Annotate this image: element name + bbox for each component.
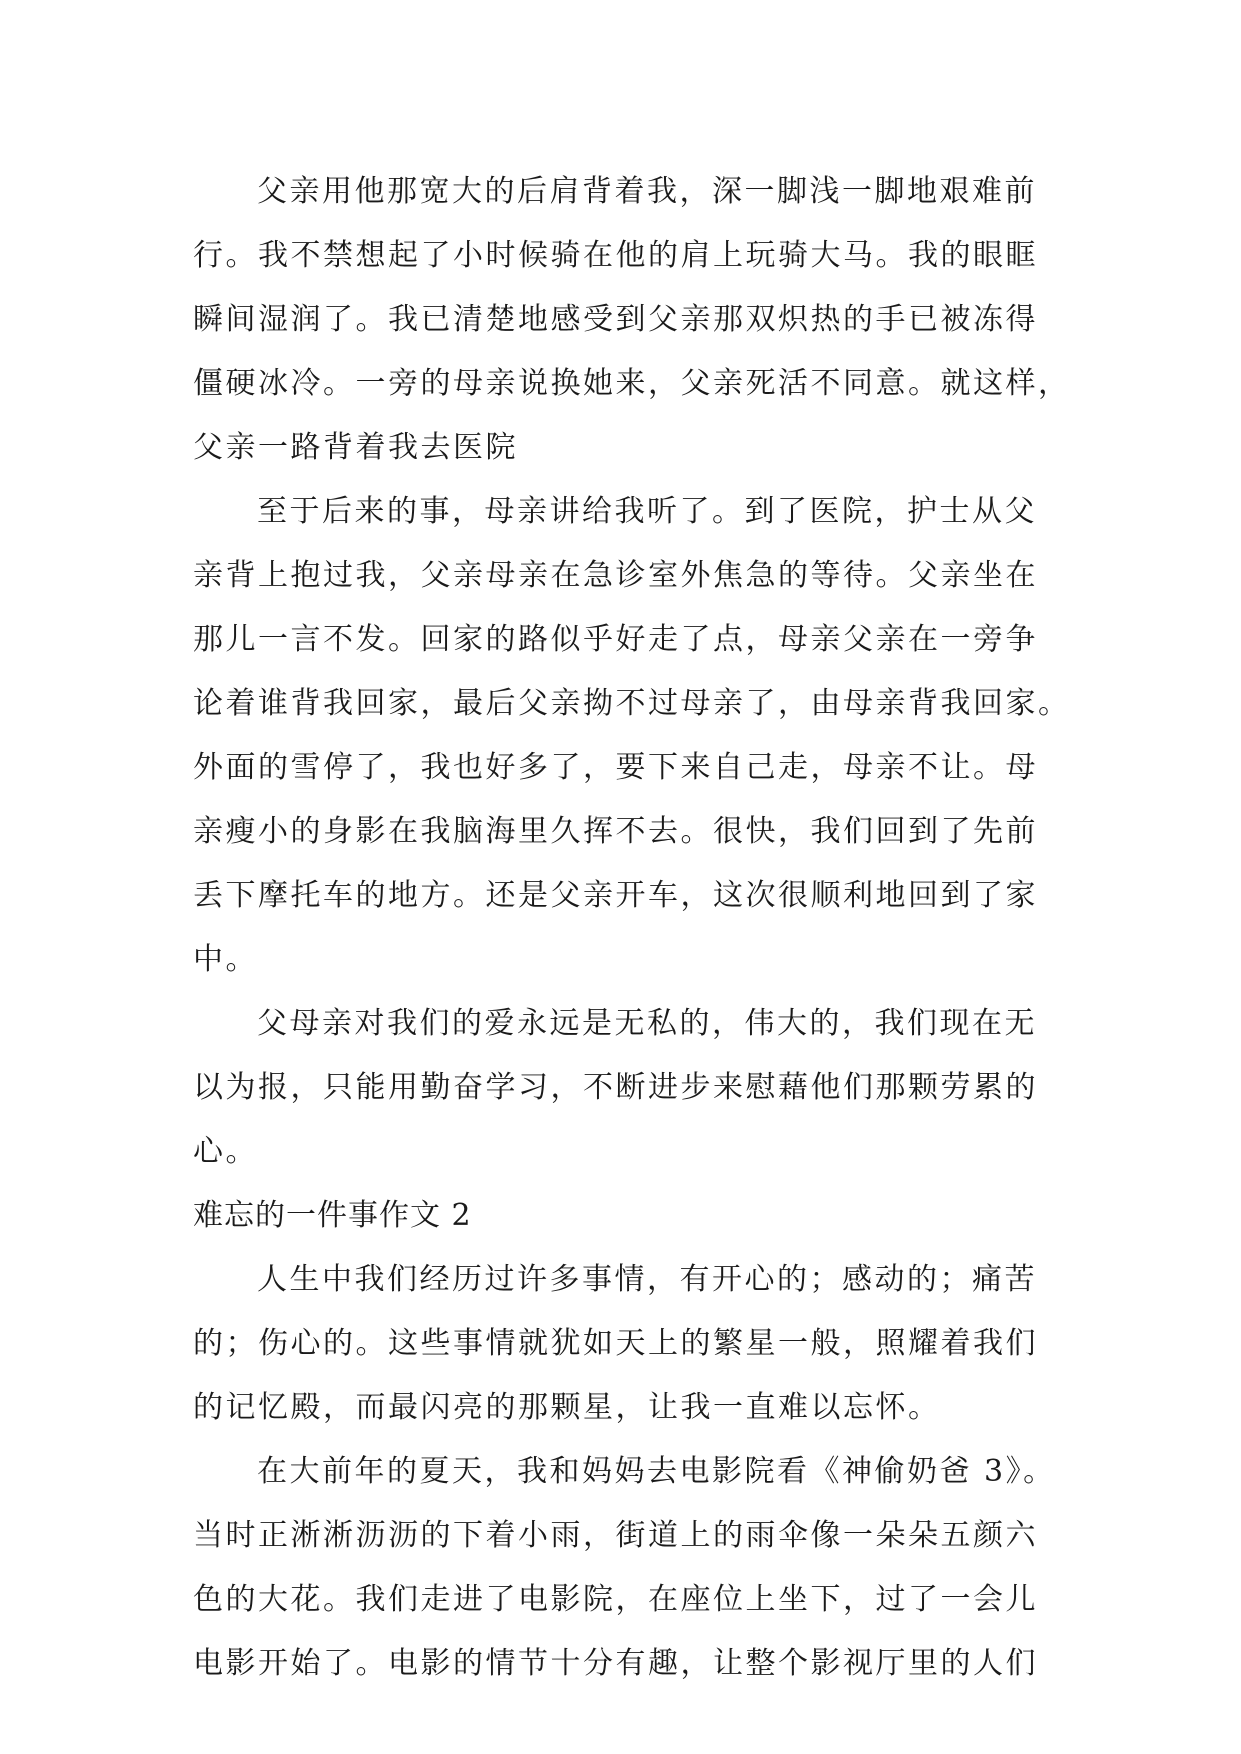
text-line: 那儿一言不发。回家的路似乎好走了点，母亲父亲在一旁争 xyxy=(193,622,1038,657)
text-line: 亲背上抱过我，父亲母亲在急诊室外焦急的等待。父亲坐在 xyxy=(193,558,1038,593)
text-line: 色的大花。我们走进了电影院，在座位上坐下，过了一会儿 xyxy=(193,1582,1038,1617)
text-line: 心。 xyxy=(193,1134,258,1169)
text-line: 瞬间湿润了。我已清楚地感受到父亲那双炽热的手已被冻得 xyxy=(193,302,1038,337)
text-line: 父亲用他那宽大的后肩背着我，深一脚浅一脚地艰难前 xyxy=(257,174,1037,209)
text-line: 行。我不禁想起了小时候骑在他的肩上玩骑大马。我的眼眶 xyxy=(193,238,1038,273)
text-line: 当时正淅淅沥沥的下着小雨，街道上的雨伞像一朵朵五颜六 xyxy=(193,1518,1038,1553)
section-heading: 难忘的一件事作文 2 xyxy=(193,1198,472,1233)
text-line: 论着谁背我回家，最后父亲拗不过母亲了，由母亲背我回家。 xyxy=(193,686,1071,721)
text-line: 丢下摩托车的地方。还是父亲开车，这次很顺利地回到了家 xyxy=(193,878,1038,913)
text-line: 的记忆殿，而最闪亮的那颗星，让我一直难以忘怀。 xyxy=(193,1390,941,1425)
text-line: 以为报，只能用勤奋学习，不断进步来慰藉他们那颗劳累的 xyxy=(193,1070,1038,1105)
text-line: 中。 xyxy=(193,942,258,977)
document-body xyxy=(193,160,1071,1696)
text-line: 父亲一路背着我去医院 xyxy=(193,430,518,465)
text-line: 在大前年的夏天，我和妈妈去电影院看《神偷奶爸 3》。 xyxy=(257,1454,1056,1489)
text-line: 人生中我们经历过许多事情，有开心的；感动的；痛苦 xyxy=(257,1262,1037,1297)
text-line: 电影开始了。电影的情节十分有趣，让整个影视厅里的人们 xyxy=(193,1646,1038,1681)
text-line: 父母亲对我们的爱永远是无私的，伟大的，我们现在无 xyxy=(257,1006,1037,1041)
text-line: 僵硬冰冷。一旁的母亲说换她来，父亲死活不同意。就这样， xyxy=(193,366,1071,401)
text-line: 的；伤心的。这些事情就犹如天上的繁星一般，照耀着我们 xyxy=(193,1326,1038,1361)
text-line: 亲瘦小的身影在我脑海里久挥不去。很快，我们回到了先前 xyxy=(193,814,1038,849)
text-line: 至于后来的事，母亲讲给我听了。到了医院，护士从父 xyxy=(257,494,1037,529)
text-line: 外面的雪停了，我也好多了，要下来自己走，母亲不让。母 xyxy=(193,750,1038,785)
